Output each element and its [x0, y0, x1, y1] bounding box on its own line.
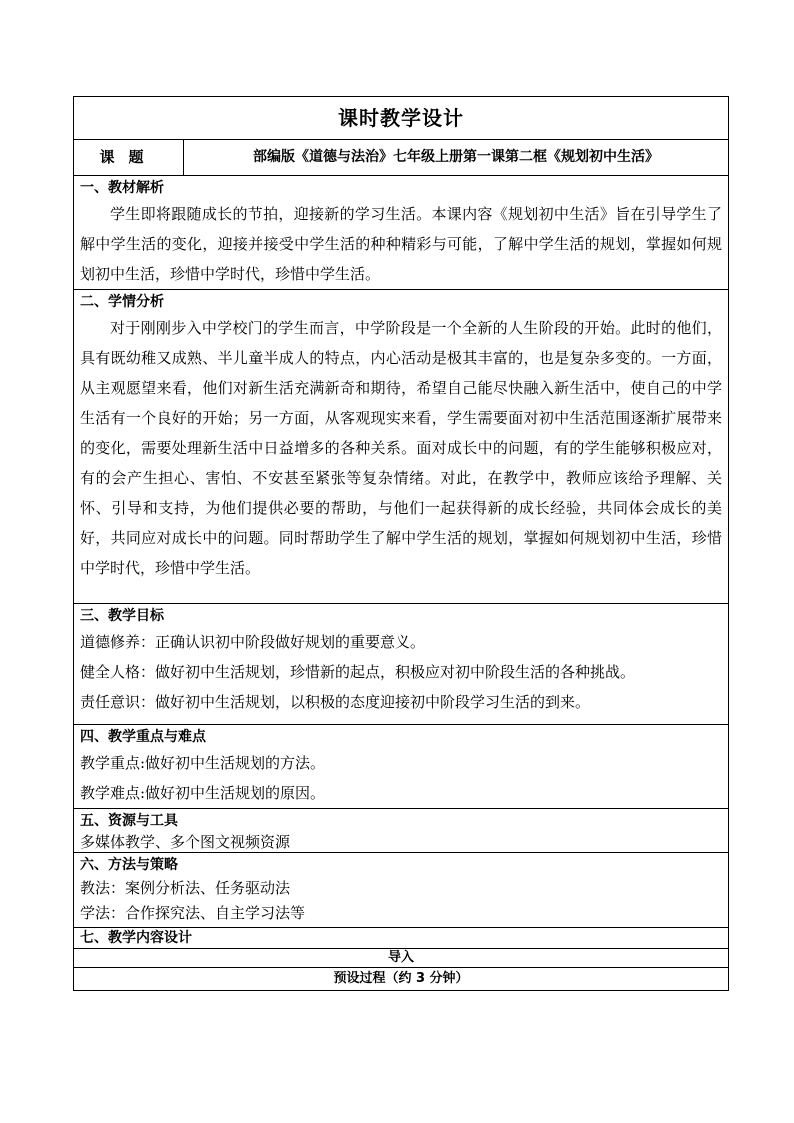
document-title: 课时教学设计 — [74, 97, 729, 140]
key-point-line: 教学重点:做好初中生活规划的方法。 — [80, 754, 326, 772]
resource-line: 多媒体教学、多个图文视频资源 — [80, 833, 291, 851]
lesson-label: 课题 — [74, 140, 184, 176]
goal-line: 责任意识：做好初中生活规划，以积极的态度迎接初中阶段学习生活的到来。 — [80, 693, 591, 711]
goal-line: 健全人格：做好初中生活规划，珍惜新的起点，积极应对初中阶段生活的各种挑战。 — [80, 663, 636, 681]
section-paragraph: 对于刚刚步入中学校门的学生而言，中学阶段是一个全新的人生阶段的开始。此时的他们，具有既幼稚又成熟、半儿童半成人的特点，内心活动是极其丰富的，也是复杂多变的。一方面，从主观愿望来看，他们对新生活充满新奇和期待，希望自己能尽快融入新生活中，使自己的中学生活有一个良好的开始；另一方面，从客观现实来看，学生需要面对初中生活范围逐渐扩展带来的变化，需要处理新生活中日益增多的各种关系。面对成长中的问题，有的学生能够积极应对，有的会产生担心、害怕、不安甚至紧张等复杂情绪。对此，在教学中，教师应该给予理解、关怀、引导和支持，为他们提供必要的帮助，与他们一起获得新的成长经验，共同体会成长的美好，共同应对成长中的问题。同时帮助学生了解中学生活的规划，掌握如何规划初中生活，珍惜中学时代，珍惜中学生活。 — [80, 319, 722, 577]
section-teaching-goals — [74, 604, 729, 725]
lesson-value: 部编版《道德与法治》七年级上册第一课第二框《规划初中生活》 — [184, 140, 729, 176]
section-textbook-analysis — [74, 176, 729, 290]
preset-process-row — [74, 968, 729, 991]
section-heading: 四、教学重点与难点 — [80, 729, 206, 745]
method-line: 学法：合作探究法、自主学习法等 — [80, 904, 306, 922]
section-content-design — [74, 928, 729, 949]
lesson-plan-document — [73, 96, 728, 991]
section-heading: 一、教材解析 — [80, 180, 164, 196]
section-student-analysis — [74, 290, 729, 604]
section-heading: 六、方法与策略 — [80, 857, 178, 873]
section-key-points — [74, 725, 729, 809]
section-methods — [74, 853, 729, 928]
key-point-line: 教学难点:做好初中生活规划的原因。 — [80, 784, 326, 802]
section-heading: 七、教学内容设计 — [80, 930, 192, 946]
intro-label: 导入 — [74, 949, 729, 968]
section-heading: 二、学情分析 — [80, 294, 164, 310]
section-heading: 三、教学目标 — [80, 608, 164, 624]
section-paragraph: 学生即将跟随成长的节拍，迎接新的学习生活。本课内容《规划初中生活》旨在引导学生了解中学生活的变化，迎接并接受中学生活的种种精彩与可能，了解中学生活的规划，掌握如何规划初中生活，珍惜中学时代，珍惜中学生活。 — [80, 205, 722, 283]
lesson-row — [74, 140, 729, 176]
lesson-plan-table — [73, 96, 729, 991]
section-heading: 五、资源与工具 — [80, 813, 178, 829]
preset-process-label: 预设过程（约 3 分钟） — [74, 968, 729, 991]
section-resources — [74, 809, 729, 853]
method-line: 教法：案例分析法、任务驱动法 — [80, 879, 291, 897]
intro-row — [74, 949, 729, 968]
goal-line: 道德修养：正确认识初中阶段做好规划的重要意义。 — [80, 633, 426, 651]
title-row — [74, 97, 729, 140]
